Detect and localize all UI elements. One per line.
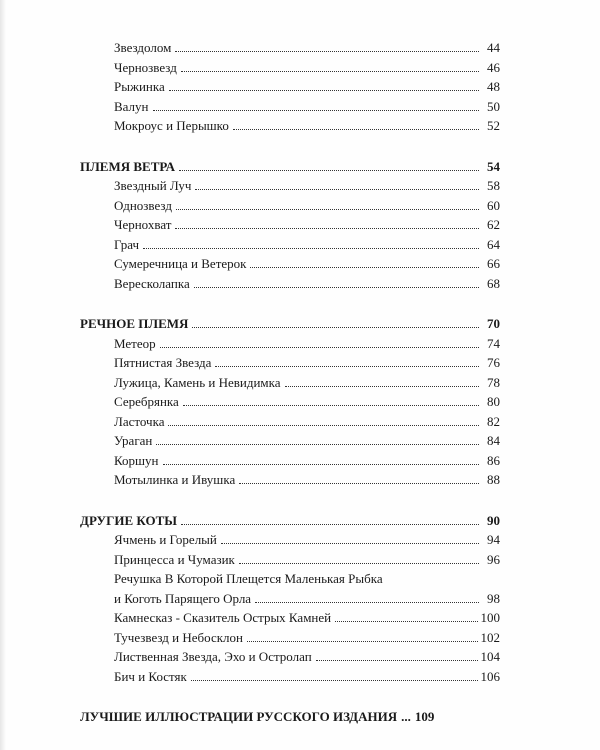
toc-entry-title: Принцесса и Чумазик <box>114 551 235 567</box>
toc-entry-title: Грач <box>114 236 139 252</box>
toc-entry <box>80 38 500 58</box>
toc-entry-page: 64 <box>487 236 500 252</box>
toc-entry-page: 58 <box>487 178 500 193</box>
dot-leader <box>183 405 479 406</box>
toc-heading-title: РЕЧНОЕ ПЛЕМЯ <box>80 316 189 331</box>
toc-section-heading <box>80 707 500 727</box>
dot-leader <box>239 563 479 564</box>
toc-entry <box>80 58 500 78</box>
dot-leader <box>176 209 479 210</box>
dot-leader <box>221 543 479 544</box>
toc-entry <box>80 667 500 687</box>
toc-entry <box>80 116 500 136</box>
dot-leader <box>401 707 411 727</box>
dot-leader <box>194 287 479 288</box>
toc-heading-title: ПЛЕМЯ ВЕТРА <box>80 158 176 174</box>
toc-section-heading <box>80 511 500 531</box>
dot-leader <box>163 464 480 465</box>
dot-leader <box>169 90 479 91</box>
page-gutter-shadow <box>0 0 6 750</box>
toc-entry-page: 88 <box>487 472 500 487</box>
dot-leader <box>181 524 479 525</box>
toc-entry <box>80 470 500 490</box>
toc-entry <box>80 77 500 97</box>
toc-entry-page: 68 <box>487 275 500 291</box>
toc-entry-title-continued: и Коготь Парящего Орла <box>114 590 252 606</box>
toc-entry-title: Мотылинка и Ивушка <box>114 472 236 487</box>
toc-entry-title: Лиственная Звезда, Эхо и Остролап <box>114 649 312 664</box>
toc-entry-title: Пятнистая Звезда <box>114 355 212 370</box>
toc-entry-page: 46 <box>487 59 500 75</box>
toc-entry-title: Чернозвезд <box>114 59 177 75</box>
dot-leader <box>160 347 479 348</box>
toc-heading-title: ЛУЧШИЕ ИЛЛЮСТРАЦИИ РУССКОГО ИЗДАНИЯ <box>80 709 398 724</box>
toc-entry <box>80 451 500 471</box>
toc-entry-page: 86 <box>487 452 500 468</box>
toc-entry <box>80 353 500 373</box>
toc-entry <box>80 196 500 216</box>
toc-entry-page: 52 <box>487 118 500 133</box>
toc-heading-title: ДРУГИЕ КОТЫ <box>80 512 178 528</box>
toc-entry-title: Серебрянка <box>114 394 179 409</box>
toc-entry <box>80 176 500 196</box>
toc-entry-title: Мокроус и Перышко <box>114 118 229 133</box>
table-of-contents <box>80 38 500 748</box>
toc-entry-title: Чернохват <box>114 217 172 232</box>
toc-section-continuation <box>80 38 500 136</box>
toc-heading-page: 70 <box>487 316 500 331</box>
toc-section-wind-clan <box>80 157 500 294</box>
toc-heading-page: 109 <box>414 709 435 724</box>
toc-entry-line-1 <box>80 569 500 589</box>
toc-entry-title: Валун <box>114 98 149 114</box>
toc-heading-page: 90 <box>487 512 500 528</box>
toc-entry-title: Коршун <box>114 452 159 468</box>
dot-leader <box>195 189 479 190</box>
dot-leader <box>255 602 479 603</box>
toc-entry-page: 50 <box>487 98 500 114</box>
toc-entry-page: 44 <box>487 40 500 55</box>
dot-leader <box>143 248 479 249</box>
toc-entry <box>80 412 500 432</box>
toc-entry <box>80 274 500 294</box>
toc-entry-page: 100 <box>480 610 500 625</box>
toc-entry-page: 104 <box>480 649 500 664</box>
toc-entry-page: 76 <box>487 355 500 370</box>
dot-leader <box>191 680 478 681</box>
toc-entry-page: 66 <box>487 256 500 271</box>
toc-entry-title: Рыжинка <box>114 79 165 94</box>
toc-entry-page: 102 <box>480 629 500 645</box>
toc-entry-title: Однозвезд <box>114 197 172 213</box>
toc-entry <box>80 628 500 648</box>
dot-leader <box>239 483 479 484</box>
toc-entry-title: Метеор <box>114 335 156 351</box>
dot-leader <box>250 267 479 268</box>
dot-leader <box>179 170 479 171</box>
toc-entry-page: 94 <box>487 532 500 547</box>
toc-entry <box>80 431 500 451</box>
toc-entry <box>80 215 500 235</box>
toc-entry <box>80 392 500 412</box>
toc-entry-title: Ячмень и Горелый <box>114 532 217 547</box>
toc-entry <box>80 550 500 570</box>
dot-leader <box>316 660 478 661</box>
toc-section-heading <box>80 314 500 334</box>
dot-leader <box>175 51 479 52</box>
toc-entry-page: 48 <box>487 79 500 94</box>
toc-section-river-clan <box>80 314 500 490</box>
toc-entry-page: 84 <box>487 433 500 448</box>
dot-leader <box>175 228 479 229</box>
toc-entry <box>80 647 500 667</box>
toc-entry-title: Вересколапка <box>114 275 190 291</box>
toc-section-other-cats <box>80 511 500 687</box>
dot-leader <box>153 110 480 111</box>
toc-entry-title: Ласточка <box>114 413 165 429</box>
toc-entry-title: Ураган <box>114 433 153 448</box>
toc-entry-title: Бич и Костяк <box>114 668 187 684</box>
toc-entry-title: Камнесказ - Сказитель Острых Камней <box>114 610 332 625</box>
toc-entry-title: Лужица, Камень и Невидимка <box>114 374 281 390</box>
toc-entry-page: 74 <box>487 335 500 351</box>
toc-entry <box>80 608 500 628</box>
toc-entry-page: 98 <box>487 590 500 606</box>
dot-leader <box>215 366 479 367</box>
toc-entry-page: 60 <box>487 197 500 213</box>
dot-leader <box>192 327 479 328</box>
toc-entry-page: 106 <box>480 668 500 684</box>
toc-entry-page: 96 <box>487 551 500 567</box>
toc-entry <box>80 373 500 393</box>
toc-entry-title: Сумеречница и Ветерок <box>114 256 247 271</box>
dot-leader <box>233 129 479 130</box>
toc-entry-page: 82 <box>487 413 500 429</box>
dot-leader <box>156 444 479 445</box>
toc-section-best-illustrations <box>80 707 500 727</box>
toc-entry <box>80 254 500 274</box>
toc-entry-title: Речушка В Которой Плещется Маленькая Рыбка <box>114 571 383 586</box>
toc-heading-page: 54 <box>487 158 500 174</box>
toc-entry-page: 78 <box>487 374 500 390</box>
toc-entry-page: 80 <box>487 394 500 409</box>
toc-entry-title: Звездолом <box>114 40 172 55</box>
dot-leader <box>247 641 478 642</box>
toc-section-heading <box>80 157 500 177</box>
dot-leader <box>181 71 479 72</box>
toc-entry <box>80 530 500 550</box>
toc-entry-title: Звездный Луч <box>114 178 192 193</box>
toc-entry-title: Тучезвезд и Небосклон <box>114 629 243 645</box>
toc-entry <box>80 235 500 255</box>
toc-entry-page: 62 <box>487 217 500 232</box>
toc-entry-line-2 <box>80 589 500 609</box>
toc-entry <box>80 334 500 354</box>
dot-leader <box>168 425 479 426</box>
dot-leader <box>335 621 477 622</box>
dot-leader <box>285 386 479 387</box>
toc-entry <box>80 97 500 117</box>
